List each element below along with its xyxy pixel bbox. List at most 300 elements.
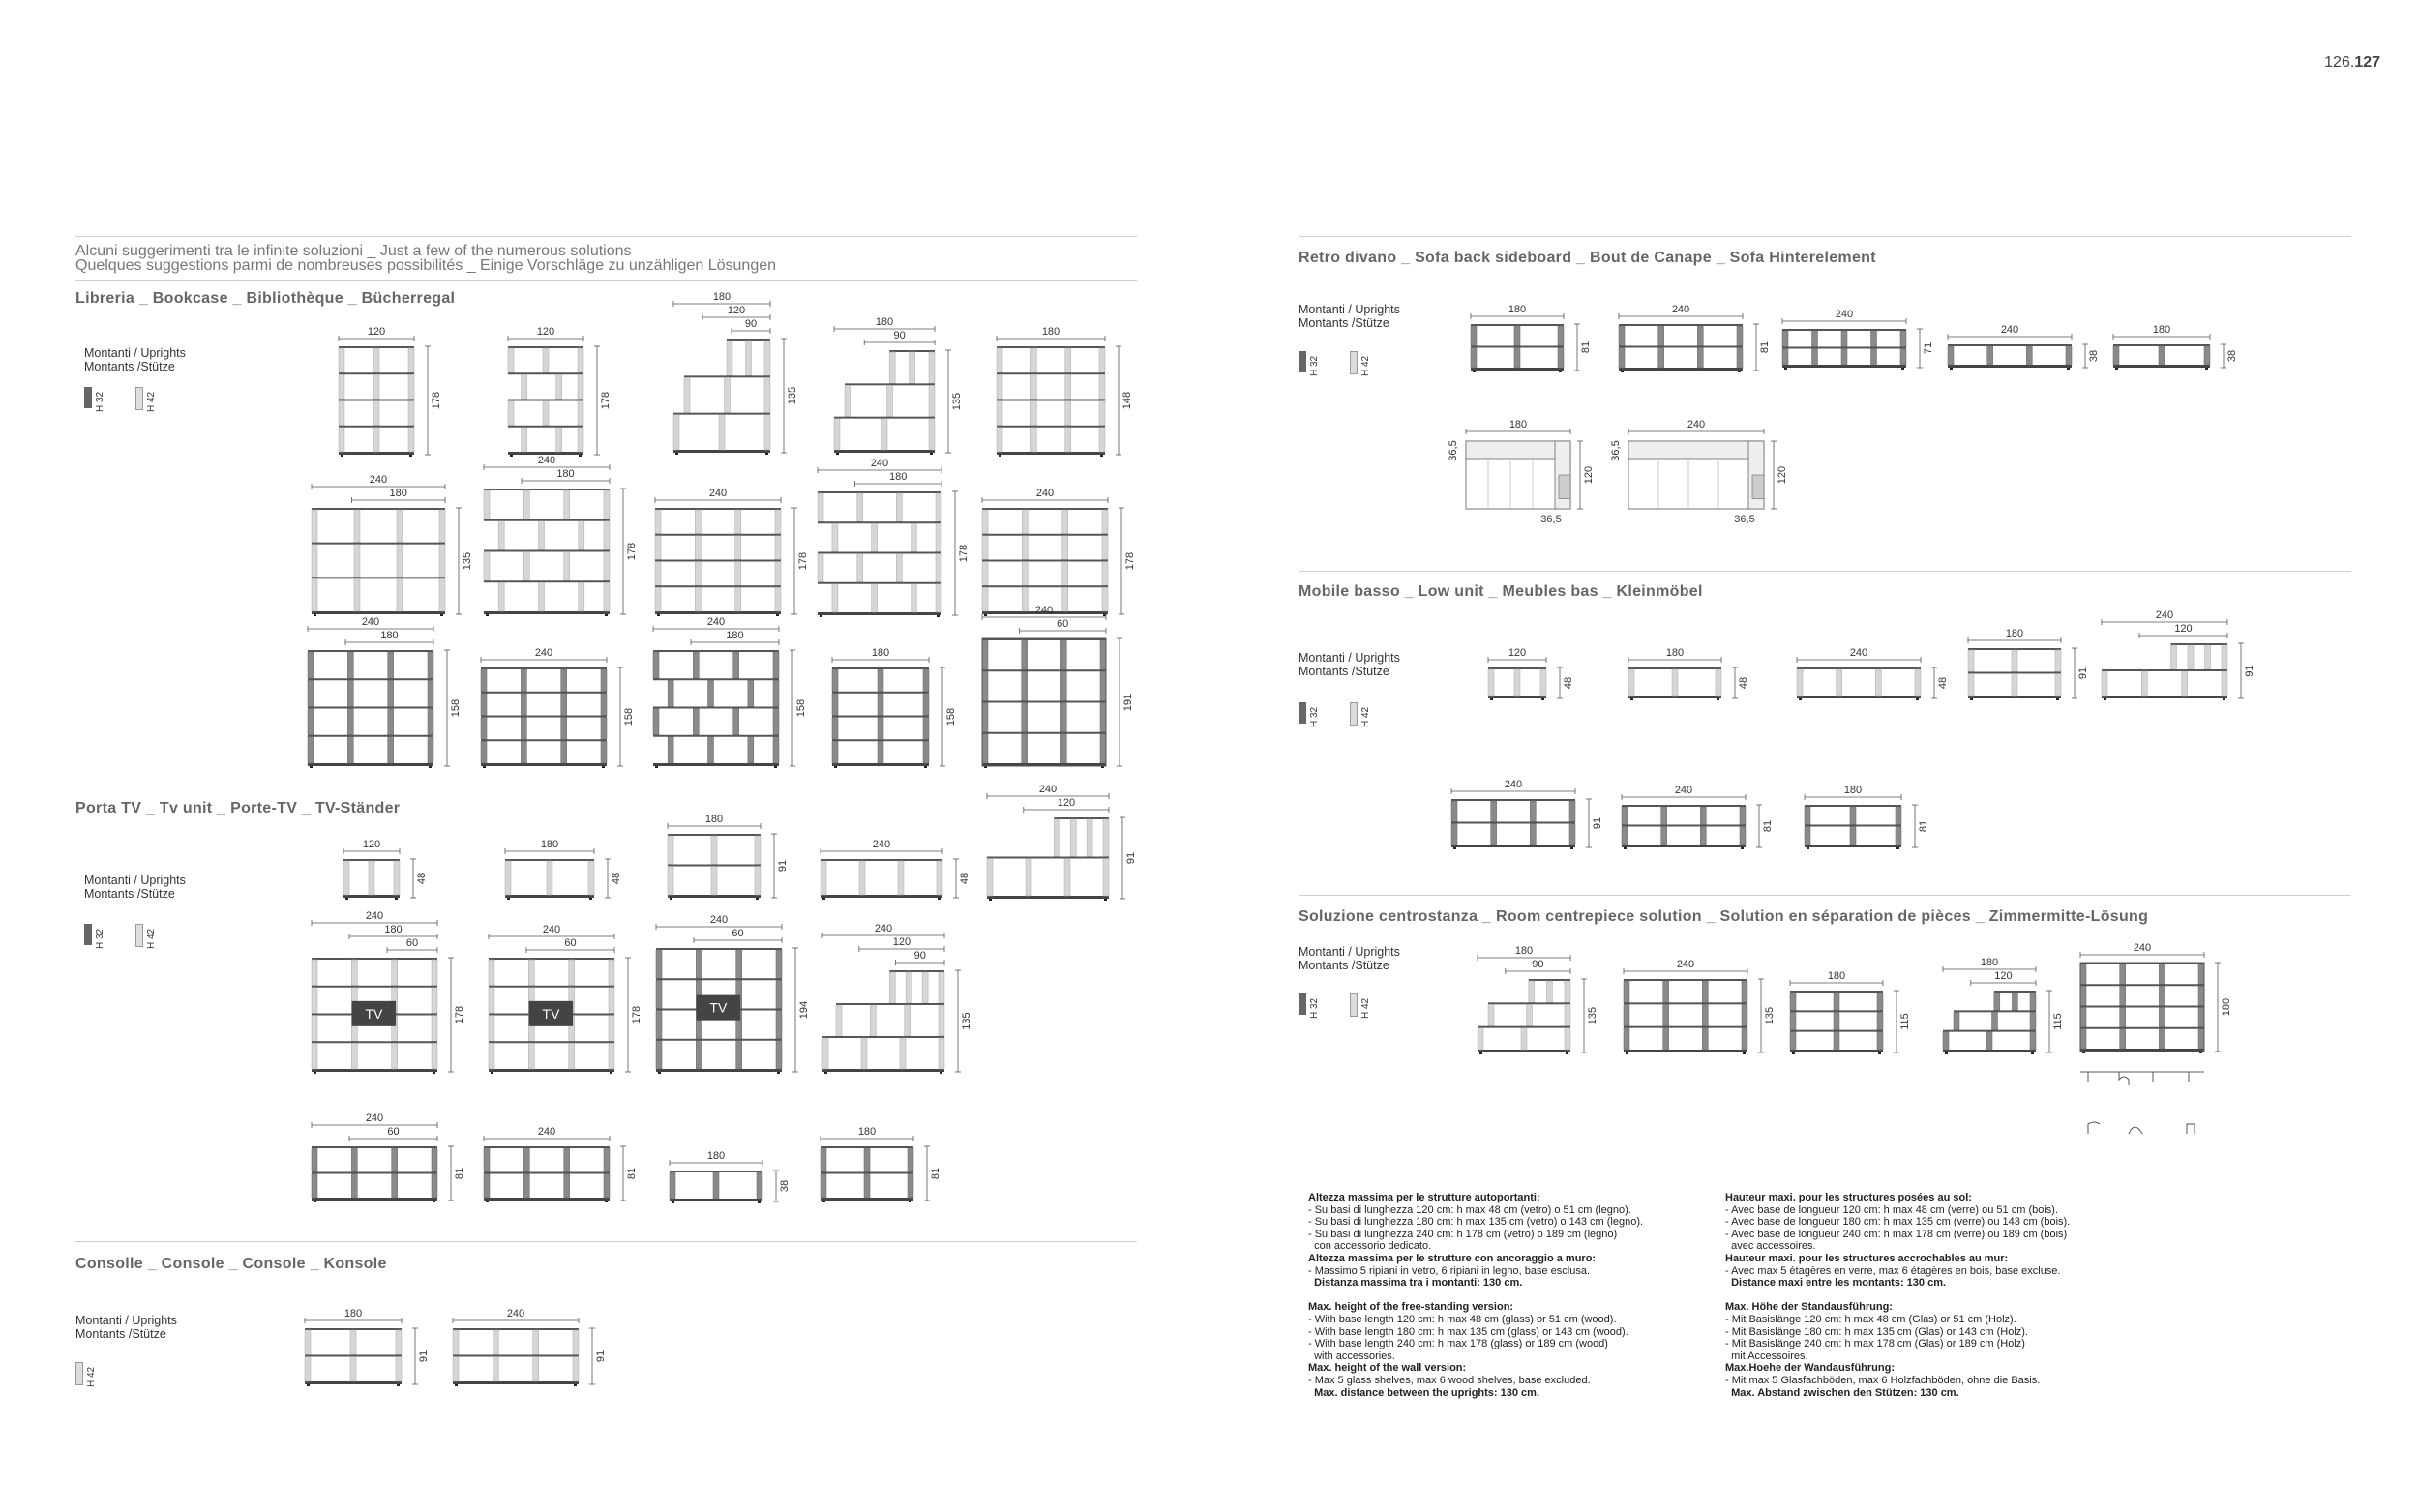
upright [1737, 326, 1743, 346]
upright [489, 1016, 494, 1042]
dimension-label: 48 [1738, 676, 1749, 690]
note-line: - With base length 180 cm: h max 135 cm (glass) or 143 cm (wood). [1308, 1325, 1628, 1338]
shelf-base [655, 611, 781, 614]
shelf [484, 1146, 610, 1148]
foot [486, 1201, 489, 1202]
upright [601, 694, 607, 716]
shelf-base [1619, 368, 1743, 371]
upright [1871, 349, 1877, 366]
section-title-mobile: Mobile basso _ Low unit _ Meubles bas _ Kleinmöbel [1299, 583, 1703, 600]
upright [908, 1148, 913, 1172]
upright [1875, 669, 1881, 696]
dimension-label: 60 [1057, 618, 1069, 630]
note-line: - Avec max 5 étagères en verre, max 6 étagères en bois, base excluse. [1725, 1264, 2061, 1277]
dimension-label: 240 [1835, 309, 1854, 320]
dimension-label: 180 [1514, 945, 1534, 957]
shelf [1471, 346, 1564, 348]
upright [432, 988, 437, 1014]
upright [857, 554, 863, 582]
upright [1837, 669, 1842, 696]
upright [1087, 819, 1092, 857]
shelf [508, 346, 583, 348]
foot [1784, 368, 1787, 370]
shelf [1624, 1002, 1747, 1004]
upright [351, 1043, 357, 1069]
foot [1453, 847, 1456, 849]
upright [1569, 824, 1575, 845]
upright [982, 640, 988, 669]
upright [1065, 348, 1071, 372]
upright [439, 578, 445, 611]
upright [2204, 346, 2210, 365]
upright [1740, 827, 1746, 845]
upright [775, 510, 781, 534]
shelf [505, 859, 594, 861]
shelf [1451, 822, 1575, 824]
upright [1915, 669, 1921, 696]
shelf [1488, 667, 1546, 669]
shelf [889, 970, 944, 972]
shelf [508, 400, 583, 401]
upright [2182, 671, 2188, 696]
upright [312, 1016, 317, 1042]
dimension-label: 240 [874, 923, 893, 934]
upright [735, 562, 741, 586]
upright [748, 737, 754, 763]
swatch-h32-label: H 32 [1309, 355, 1320, 376]
shelf [308, 678, 433, 680]
foot [1559, 371, 1562, 372]
upright [713, 1172, 719, 1199]
note-line: with accessories. [1308, 1349, 1395, 1362]
upright [864, 1148, 870, 1172]
upright [775, 562, 781, 586]
foot [2205, 368, 2208, 370]
foot [765, 453, 768, 455]
foot [657, 614, 660, 616]
dimension-label: 240 [708, 488, 728, 499]
foot [491, 1072, 493, 1074]
shelf-base [312, 1069, 437, 1072]
upright [1064, 859, 1070, 897]
foot [483, 766, 486, 768]
upright [1530, 801, 1536, 822]
upright [878, 669, 883, 692]
shelf [656, 948, 782, 950]
shelf [982, 585, 1108, 587]
dimension-label: 90 [913, 950, 926, 962]
upright [561, 741, 567, 763]
shelf-base [305, 1381, 402, 1384]
upright [523, 490, 529, 519]
upright [373, 374, 379, 399]
upright [2026, 346, 2032, 365]
upright [832, 669, 838, 692]
upright [776, 1011, 782, 1039]
upright [1841, 349, 1847, 366]
upright [609, 1043, 614, 1069]
upright [1871, 331, 1877, 347]
upright [1702, 1028, 1708, 1050]
shelf [453, 1355, 579, 1357]
upright [1514, 348, 1520, 369]
upright [655, 510, 661, 534]
dimension-label: 81 [1918, 819, 1929, 833]
foot [486, 614, 489, 616]
tv-label: TV [542, 1005, 560, 1022]
upright [673, 415, 679, 450]
upright [1834, 1012, 1839, 1029]
upright [484, 490, 490, 519]
shelf-base [312, 611, 445, 614]
upright [432, 960, 437, 986]
dimension-label: 36,5 [1610, 440, 1622, 461]
sofa-backrest [1628, 441, 1764, 459]
upright [312, 545, 317, 578]
upright [1471, 326, 1477, 346]
upright [1841, 331, 1847, 347]
note-line: avec accessoires. [1725, 1240, 1816, 1253]
foot [1878, 1052, 1881, 1054]
dimension-label: 60 [387, 1126, 400, 1138]
upright [601, 718, 607, 740]
upright [556, 428, 562, 452]
upright [521, 741, 526, 763]
upright [1663, 1004, 1669, 1025]
dimension-label: 240 [1504, 779, 1523, 790]
dimension-label: 240 [365, 910, 384, 922]
upright [312, 510, 317, 543]
note-title: Altezza massima per le strutture autoportanti: [1308, 1192, 1540, 1203]
upright [755, 836, 761, 865]
upright [351, 1174, 357, 1199]
upright [2159, 986, 2165, 1005]
dimension-label: 240 [2133, 942, 2152, 954]
dimension-label: 240 [1035, 488, 1055, 499]
shelf [668, 834, 761, 836]
upright [561, 669, 567, 692]
upright [397, 510, 403, 543]
legend-uprights: Montanti / Uprights [84, 346, 186, 360]
upright [2030, 1032, 2036, 1050]
shelf [982, 534, 1108, 536]
upright [1805, 827, 1810, 845]
upright [2012, 650, 2017, 672]
upright [896, 493, 902, 521]
foot [824, 1072, 827, 1074]
upright [929, 385, 935, 416]
swatch-h32-label: H 32 [1309, 706, 1320, 727]
dimension-label: 178 [1124, 551, 1136, 571]
dimension-label: 240 [1034, 605, 1054, 616]
shelf [1805, 805, 1901, 807]
upright [982, 562, 988, 586]
upright [1702, 981, 1708, 1002]
shelf [481, 739, 607, 741]
upright [408, 428, 414, 452]
shelf [305, 1328, 402, 1330]
upright [653, 652, 659, 678]
dimension-label: 38 [779, 1179, 791, 1193]
upright [1514, 669, 1520, 696]
upright [312, 1043, 317, 1069]
foot [397, 1384, 400, 1386]
upright [1782, 349, 1788, 366]
upright [923, 741, 929, 763]
foot [930, 453, 933, 455]
dimension-label: 158 [623, 707, 635, 726]
upright [1022, 640, 1028, 669]
upright [388, 680, 394, 706]
foot [574, 1384, 577, 1386]
upright [922, 972, 928, 1003]
upright [1658, 348, 1664, 369]
dimension-label: 81 [454, 1167, 465, 1180]
foot [1945, 1052, 1948, 1054]
shelf [997, 400, 1105, 401]
upright [2198, 1029, 2204, 1049]
upright [1530, 824, 1536, 845]
upright [2113, 346, 2119, 365]
shelf [1624, 1026, 1747, 1028]
foot [655, 766, 658, 768]
note-line: - With base length 240 cm: h max 178 (glass) or 189 cm (wood) [1308, 1338, 1608, 1350]
shelf [339, 346, 414, 348]
upright [1062, 587, 1068, 611]
upright [1790, 1032, 1796, 1050]
dimension-label: 38 [2088, 349, 2100, 363]
upright [312, 960, 317, 986]
shelf [484, 519, 610, 521]
upright [1065, 401, 1071, 426]
upright [453, 1330, 459, 1355]
shelf-base [1628, 696, 1721, 698]
upright [1948, 346, 1954, 365]
upright [736, 950, 742, 978]
upright [1992, 1012, 1998, 1029]
upright [818, 493, 823, 521]
shelf-base [1478, 1050, 1570, 1052]
upright [1529, 981, 1535, 1002]
shelf [1968, 648, 2061, 650]
upright [1812, 331, 1818, 347]
foot [1570, 847, 1573, 849]
upright [1877, 993, 1883, 1010]
shelf-base [821, 1198, 913, 1201]
dimension-label: 48 [959, 872, 971, 885]
upright [719, 415, 725, 450]
dimension-label: 240 [2000, 324, 2019, 336]
upright [735, 536, 741, 560]
upright [1065, 374, 1071, 399]
dimension-label: 180 [389, 488, 407, 499]
dimension-label: 48 [1937, 676, 1949, 690]
upright [1022, 734, 1028, 763]
swatch-h42-label: H 42 [1360, 706, 1371, 727]
upright [881, 419, 887, 450]
upright [351, 960, 357, 986]
upright [1451, 801, 1457, 822]
dimension-label: 180 [1665, 647, 1685, 659]
upright [522, 374, 527, 399]
upright [695, 587, 701, 611]
shelf-base [656, 1069, 782, 1072]
shelf-base [343, 895, 400, 898]
shelf [670, 1171, 762, 1172]
shelf [489, 958, 614, 960]
foot [2223, 698, 2225, 700]
upright [711, 836, 717, 865]
upright [1102, 536, 1108, 560]
upright [561, 718, 567, 740]
legend-uprights: Montanti / Uprights [75, 1314, 177, 1327]
shelf [818, 582, 941, 584]
shelf [1805, 825, 1901, 827]
upright [755, 867, 761, 896]
upright [564, 1174, 570, 1199]
upright [937, 861, 942, 895]
dimension-label: 240 [1671, 304, 1690, 315]
upright [821, 1148, 826, 1172]
foot [433, 1072, 435, 1074]
dimension-label: 36,5 [1734, 514, 1755, 525]
upright [484, 1148, 490, 1172]
foot [314, 614, 316, 616]
upright [708, 680, 714, 706]
detail-profile [2088, 1072, 2189, 1085]
foot [756, 898, 759, 900]
upright [982, 587, 988, 611]
foot [1738, 371, 1741, 372]
upright [727, 341, 732, 375]
foot [433, 1201, 435, 1202]
dimension-label: 180 [1508, 304, 1527, 315]
foot [1901, 368, 1904, 370]
dimension-label: 180 [2005, 628, 2024, 639]
upright [428, 652, 433, 678]
upright [564, 490, 570, 519]
upright [498, 521, 504, 550]
upright [305, 1330, 311, 1355]
foot [1541, 698, 1544, 700]
dimension-label: 91 [1125, 851, 1137, 865]
shelf-base [339, 452, 414, 455]
dimension-label: 178 [600, 391, 612, 410]
upright [746, 341, 752, 375]
upright [1102, 510, 1108, 534]
upright [1742, 1028, 1747, 1050]
upright [2159, 964, 2165, 984]
shelf-base [1968, 696, 2061, 698]
foot [822, 1201, 825, 1202]
upright [773, 680, 779, 706]
upright [347, 737, 353, 763]
page-prefix: 126. [2324, 54, 2355, 71]
foot [1792, 1052, 1795, 1054]
upright [1624, 981, 1629, 1002]
upright [354, 510, 360, 543]
dimension-label: 178 [958, 544, 970, 563]
swatch-h42-label: H 42 [146, 928, 157, 949]
upright [836, 1005, 842, 1036]
foot [409, 455, 412, 457]
dimension-label: 120 [2174, 623, 2193, 635]
foot [1799, 698, 1802, 700]
upright [1622, 807, 1628, 825]
dimension-label: 90 [744, 318, 758, 330]
upright [887, 385, 893, 416]
upright [695, 562, 701, 586]
upright [604, 490, 610, 519]
upright [822, 1038, 828, 1069]
shelf [668, 865, 761, 867]
foot [1717, 698, 1719, 700]
upright [889, 352, 895, 383]
upright [2055, 674, 2061, 697]
upright [1968, 650, 1974, 672]
note-line: con accessorio dedicato. [1308, 1240, 1432, 1253]
upright [561, 694, 567, 716]
shelf [1488, 1002, 1570, 1004]
upright [339, 401, 344, 426]
upright [1790, 1012, 1796, 1029]
dimension-label: 240 [706, 616, 726, 628]
upright [1062, 510, 1068, 534]
shelf [1471, 324, 1564, 326]
upright [696, 950, 702, 978]
upright [1102, 562, 1108, 586]
shelf-base [670, 1199, 762, 1201]
dimension-label: 115 [2052, 1013, 2064, 1030]
upright [578, 428, 583, 452]
upright [432, 1043, 437, 1069]
shelf-base [1790, 1050, 1883, 1052]
dimension-label: 240 [872, 839, 891, 850]
upright [604, 552, 610, 581]
shelf [312, 1172, 437, 1174]
shelf [982, 669, 1106, 671]
upright [656, 980, 662, 1008]
upright [668, 867, 673, 896]
upright [889, 972, 895, 1003]
shelf [1943, 1030, 2036, 1032]
upright [1877, 1012, 1883, 1029]
shelf-base [997, 452, 1105, 455]
note-title: Max. Abstand zwischen den Stützen: 130 cm. [1725, 1386, 1959, 1399]
dimension-label: 240 [1038, 784, 1058, 795]
upright [1030, 348, 1036, 372]
upright [982, 703, 988, 732]
upright [832, 523, 838, 551]
upright [1062, 536, 1068, 560]
upright [505, 861, 511, 895]
dimension-label: 120 [1508, 647, 1527, 659]
foot [2104, 698, 2106, 700]
shelf [832, 739, 929, 741]
shelf [1790, 1030, 1883, 1032]
legend-montants: Montants /Stütze [84, 887, 175, 901]
dimension-label: 60 [564, 937, 577, 949]
upright [696, 1041, 702, 1069]
upright [392, 1174, 398, 1199]
foot [2056, 698, 2059, 700]
upright [1022, 562, 1028, 586]
upright [695, 510, 701, 534]
upright [523, 552, 529, 581]
upright [1663, 1028, 1669, 1050]
upright [1060, 671, 1066, 700]
shelf [2080, 984, 2204, 986]
